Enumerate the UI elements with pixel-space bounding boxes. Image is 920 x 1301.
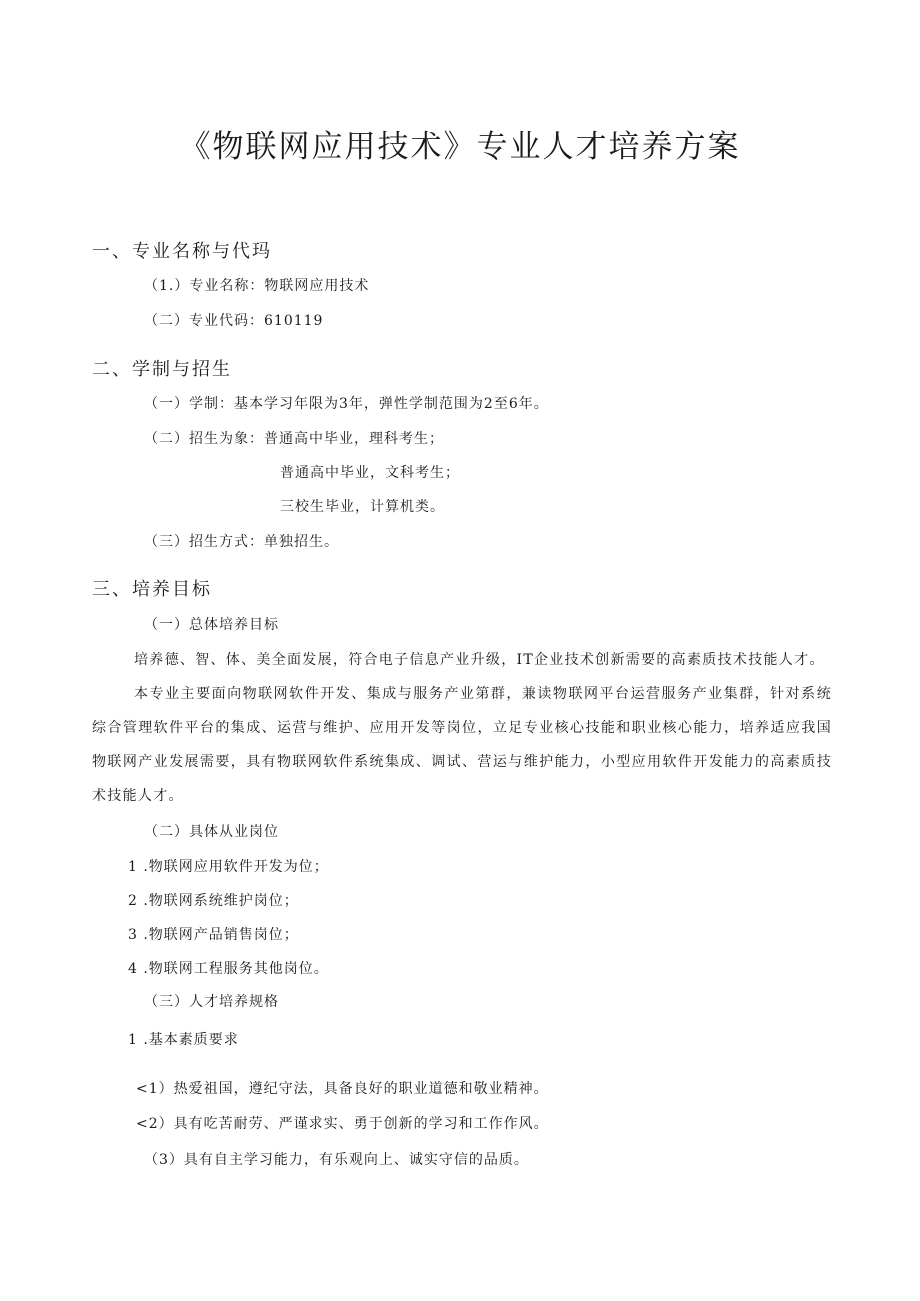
enrollment-method-line: （三）招生方式：单独招生。: [144, 534, 339, 550]
talent-spec-subheading: （三）人才培养规格: [144, 994, 279, 1010]
job-positions-subheading: （二）具体从业岗位: [144, 824, 279, 840]
enrollment-target-line: （二）招生为象：普通高中毕业，理科考生；: [144, 431, 444, 447]
section-2-heading: 二、学制与招生: [92, 359, 232, 380]
overall-goal-subheading: （一）总体培养目标: [144, 617, 279, 633]
major-code-line: （二）专业代码：610119: [144, 313, 324, 329]
section-1-heading: 一、专业名称与代玛: [92, 241, 272, 262]
orientation-paragraph: 本专业主要面向物联网软件开发、集成与服务产业第群，兼读物联网平台运营服务产业集群，针对系统综合管理软件平台的集成、运营与维护、应用开发等岗位，立足专业核心技能和职业核心能力，培养适应我国物联网产业发展需要，具有物联网软件系统集成、调试、营运与维护能力，小型应用软件开发能力的高素质技术技能人才。: [92, 686, 832, 804]
job-item-4: 4 .物联网工程服务其他岗位。: [128, 961, 329, 977]
enrollment-target-line-3: 三校生毕业，计算机类。: [280, 499, 445, 515]
job-item-1: 1 .物联网应用软件开发为位；: [128, 859, 329, 875]
requirement-item-3: （3）具有自主学习能力，有乐观向上、诚实守信的品质。: [144, 1152, 529, 1168]
job-item-3: 3 .物联网产品销售岗位；: [128, 927, 299, 943]
major-name-line: （1.）专业名称：物联网应用技术: [144, 278, 370, 294]
enrollment-target-line-2: 普通高中毕业，文科考生；: [280, 465, 460, 481]
basic-quality-heading: 1 .基本素质要求: [128, 1032, 239, 1048]
overall-goal-paragraph: 培养德、智、体、美全面发展，符合电子信息产业升级，IT企业技术创新需要的高素质技术技能人才。: [134, 652, 825, 668]
requirement-item-2: <2）具有吃苦耐劳、严谨求实、勇于创新的学习和工作作风。: [136, 1116, 549, 1132]
document-title: 《物联网应用技术》专业人才培养方案: [179, 128, 741, 165]
section-3-heading: 三、培养目标: [92, 579, 212, 600]
schooling-line: （一）学制：基本学习年限为3年，弹性学制范围为2至6年。: [144, 396, 549, 412]
requirement-item-1: <1）热爱祖国，遵纪守法，具备良好的职业道德和敬业精神。: [136, 1081, 549, 1097]
job-item-2: 2 .物联网系统维护岗位；: [128, 893, 299, 909]
